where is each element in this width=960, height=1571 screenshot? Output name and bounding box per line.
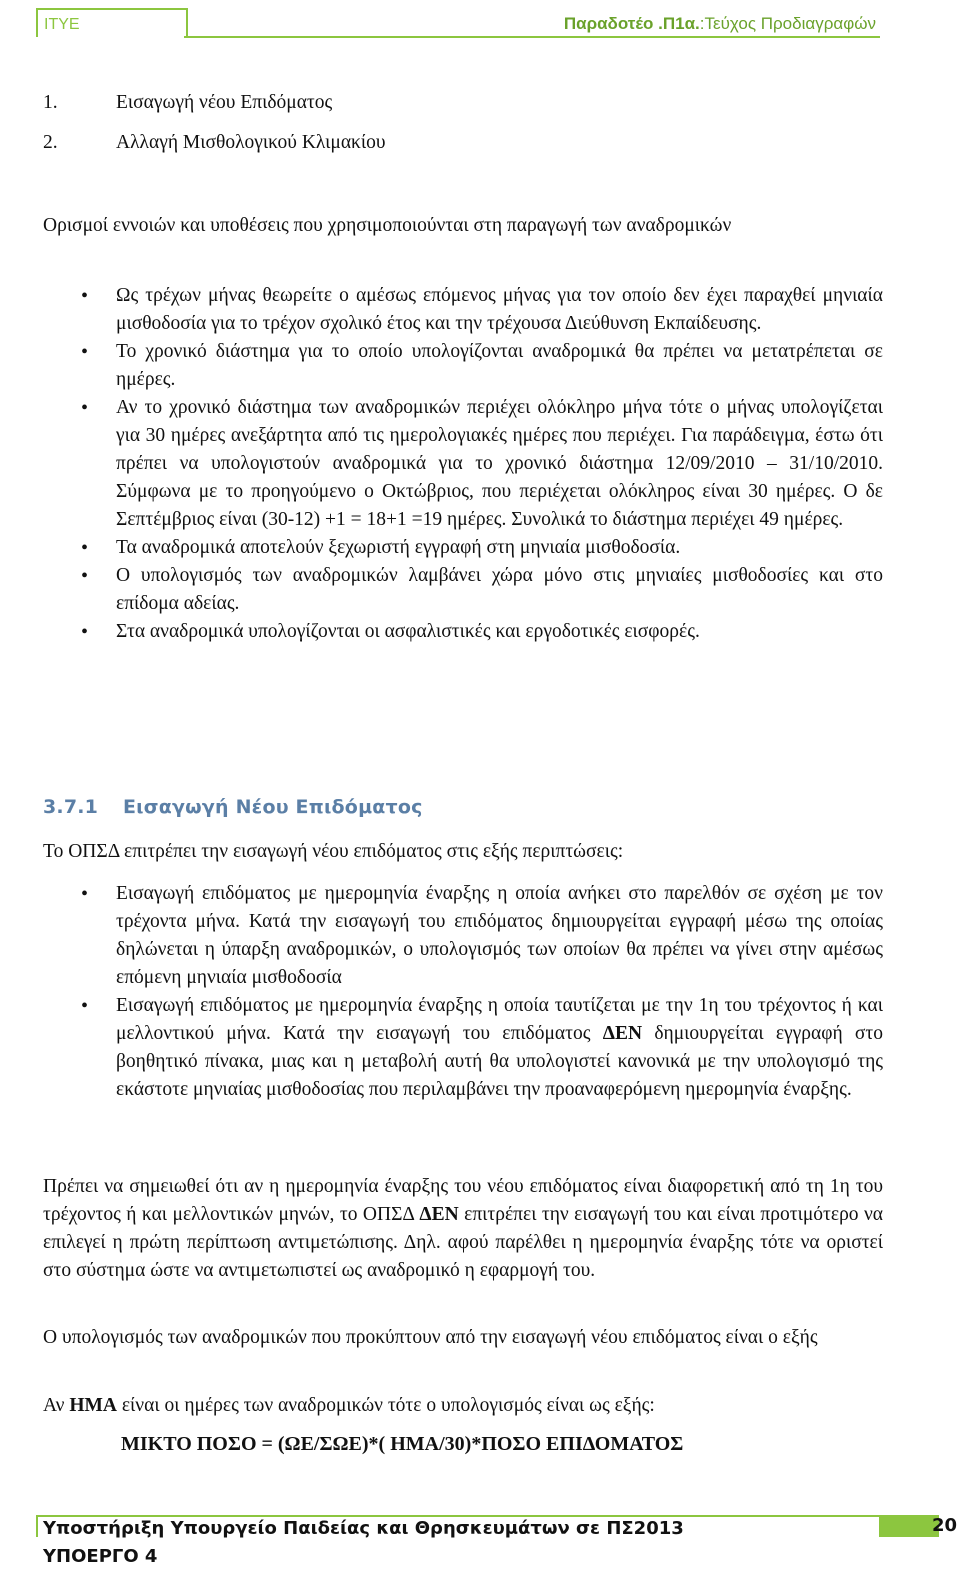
hma-line [43,1392,883,1420]
list-item: • Αν το χρονικό διάστημα των αναδρομικών περιέχει ολόκληρο μήνα τότε ο μήνας υπολογίζεται για 30 ημέρες ανεξάρτητα από τις ημερολογιακές ημέρες που περιέχει. Για παράδειγμα, έστω ότι πρέπει να υπολογιστούν αναδρομικά για το χρονικό διάστημα 12/09/2010 – 31/10/2010. Σύμφωνα με το προηγούμενο ο Οκτώβριος, που περιέχεται ολόκληρος είναι 30 ημέρες. Ο δε Σεπτέμβριος είναι (30-12) +1 = 18+1 =19 ημέρες. Συνολικά το διάστημα περιέχει 49 ημέρες. [43,394,883,534]
list-item: • Τα αναδρομικά αποτελούν ξεχωριστή εγγραφή στη μηνιαία μισθοδοσία. [43,534,883,562]
list-item: • Στα αναδρομικά υπολογίζονται οι ασφαλιστικές και εργοδοτικές εισφορές. [43,618,883,646]
item-text: Εισαγωγή νέου Επιδόματος [116,92,333,113]
list-item: • Εισαγωγή επιδόματος με ημερομηνία έναρξης η οποία ανήκει στο παρελθόν σε σχέση με τον τρέχοντα μήνα. Κατά την εισαγωγή του επιδόματος δημιουργείται εγγραφή μέσω της οποίας δηλώνεται η ύπαρξη αναδρομικών, ο υπολογισμός των οποίων θα πρέπει να γίνει στην αμέσως επόμενη μηνιαία μισθοδοσία [43,880,883,992]
case-text-a: Εισαγωγή επιδόματος με ημερομηνία έναρξης η οποία ταυτίζεται με την 1η του τρέχοντος ή και μελλοντικού μήνα. Κατά την εισαγωγή του επιδόματος [116,995,883,1044]
list-item: • Ο υπολογισμός των αναδρομικών λαμβάνει χώρα μόνο στις μηνιαίες μισθοδοσίες και στο επίδομα αδείας. [43,562,883,618]
section-intro: Το ΟΠΣΔ επιτρέπει την εισαγωγή νέου επιδόματος στις εξής περιπτώσεις: [43,841,624,862]
numbered-item [43,132,386,154]
note-text-a: Πρέπει να σημειωθεί ότι αν η ημερομηνία έναρξης του νέου επιδόματος είναι διαφορετική από τη 1η του τρέχοντος ή και μελλοντικών μηνών, το ΟΠΣΔ [43,1176,883,1225]
hma-emphasis: ΗΜΑ [69,1395,117,1416]
definitions-intro: Ορισμοί εννοιών και υποθέσεις που χρησιμοποιούνται στη παραγωγή των αναδρομικών [43,215,732,236]
note-text-b: επιτρέπει την εισαγωγή του και είναι προτιμότερο να επιλεγεί η πρώτη περίπτωση αντιμετώπισης. Δηλ. αφού παρέλθει η ημερομηνία έναρξης τότε να οριστεί στο σύστημα ώστε να αντιμετωπιστεί ως αναδρομικό η εφαρμογή του. [43,1204,884,1281]
header-left-label: ΙΤΥΕ [44,16,80,33]
header-title [564,14,876,34]
case-emphasis: ΔΕΝ [602,1023,643,1044]
note-emphasis: ΔΕΝ [419,1204,459,1225]
numbered-item [43,92,332,114]
note-paragraph [43,1173,883,1285]
item-text: Αλλαγή Μισθολογικού Κλιμακίου [116,132,386,153]
header-left-box [36,8,188,37]
header-rule [184,36,880,38]
footer-page-box [879,1515,939,1537]
definitions-list [43,282,883,646]
footer-left-bar [36,1515,38,1537]
hma-text-b: είναι οι ημέρες των αναδρομικών τότε ο υπολογισμός είναι ως εξής: [121,1395,655,1416]
header-title-rest: :Τεύχος Προδιαγραφών [699,14,876,33]
calc-intro: Ο υπολογισμός των αναδρομικών που προκύπτουν από την εισαγωγή νέου επιδόματος είναι ο εξής [43,1327,818,1348]
footer-line-2: ΥΠΟΕΡΓΟ 4 [43,1546,158,1567]
header-title-bold: Παραδοτέο .Π1α. [563,14,700,33]
item-number: 2. [43,132,58,153]
footer-line-1: Υποστήριξη Υπουργείο Παιδείας και Θρησκευμάτων σε ΠΣ2013 [43,1518,684,1539]
item-number: 1. [43,92,58,113]
case-text-b: δημιουργείται εγγραφή στο βοηθητικό πίνακα, μιας και η μεταβολή αυτή θα υπολογιστεί κανονικά με την υπολογισμό της εκάστοτε μηνιαίας μισθοδοσίας που περιλαμβάνει την προαναφερόμενη ημερομηνία έναρξης. [116,1023,884,1100]
hma-text-a: Αν [43,1395,65,1416]
section-number: 3.7.1 [43,796,99,818]
section-title: Εισαγωγή Νέου Επιδόματος [123,796,423,818]
formula: ΜΙΚΤΟ ΠΟΣΟ = (ΩΕ/ΣΩΕ)*( ΗΜΑ/30)*ΠΟΣΟ ΕΠΙΔΟΜΑΤΟΣ [121,1433,684,1455]
list-item: • Ως τρέχων μήνας θεωρείτε ο αμέσως επόμενος μήνας για τον οποίο δεν έχει παραχθεί μηνιαία μισθοδοσία για το τρέχον σχολικό έτος και την τρέχουσα Διεύθυνση Εκπαίδευσης. [43,282,883,338]
list-item [43,992,883,1104]
list-item: • Το χρονικό διάστημα για το οποίο υπολογίζονται αναδρομικά θα πρέπει να μετατρέπεται σε ημέρες. [43,338,883,394]
footer-text [43,1515,684,1571]
section-heading [43,796,423,818]
cases-list [43,880,883,1104]
page-number: 20 [932,1515,958,1536]
